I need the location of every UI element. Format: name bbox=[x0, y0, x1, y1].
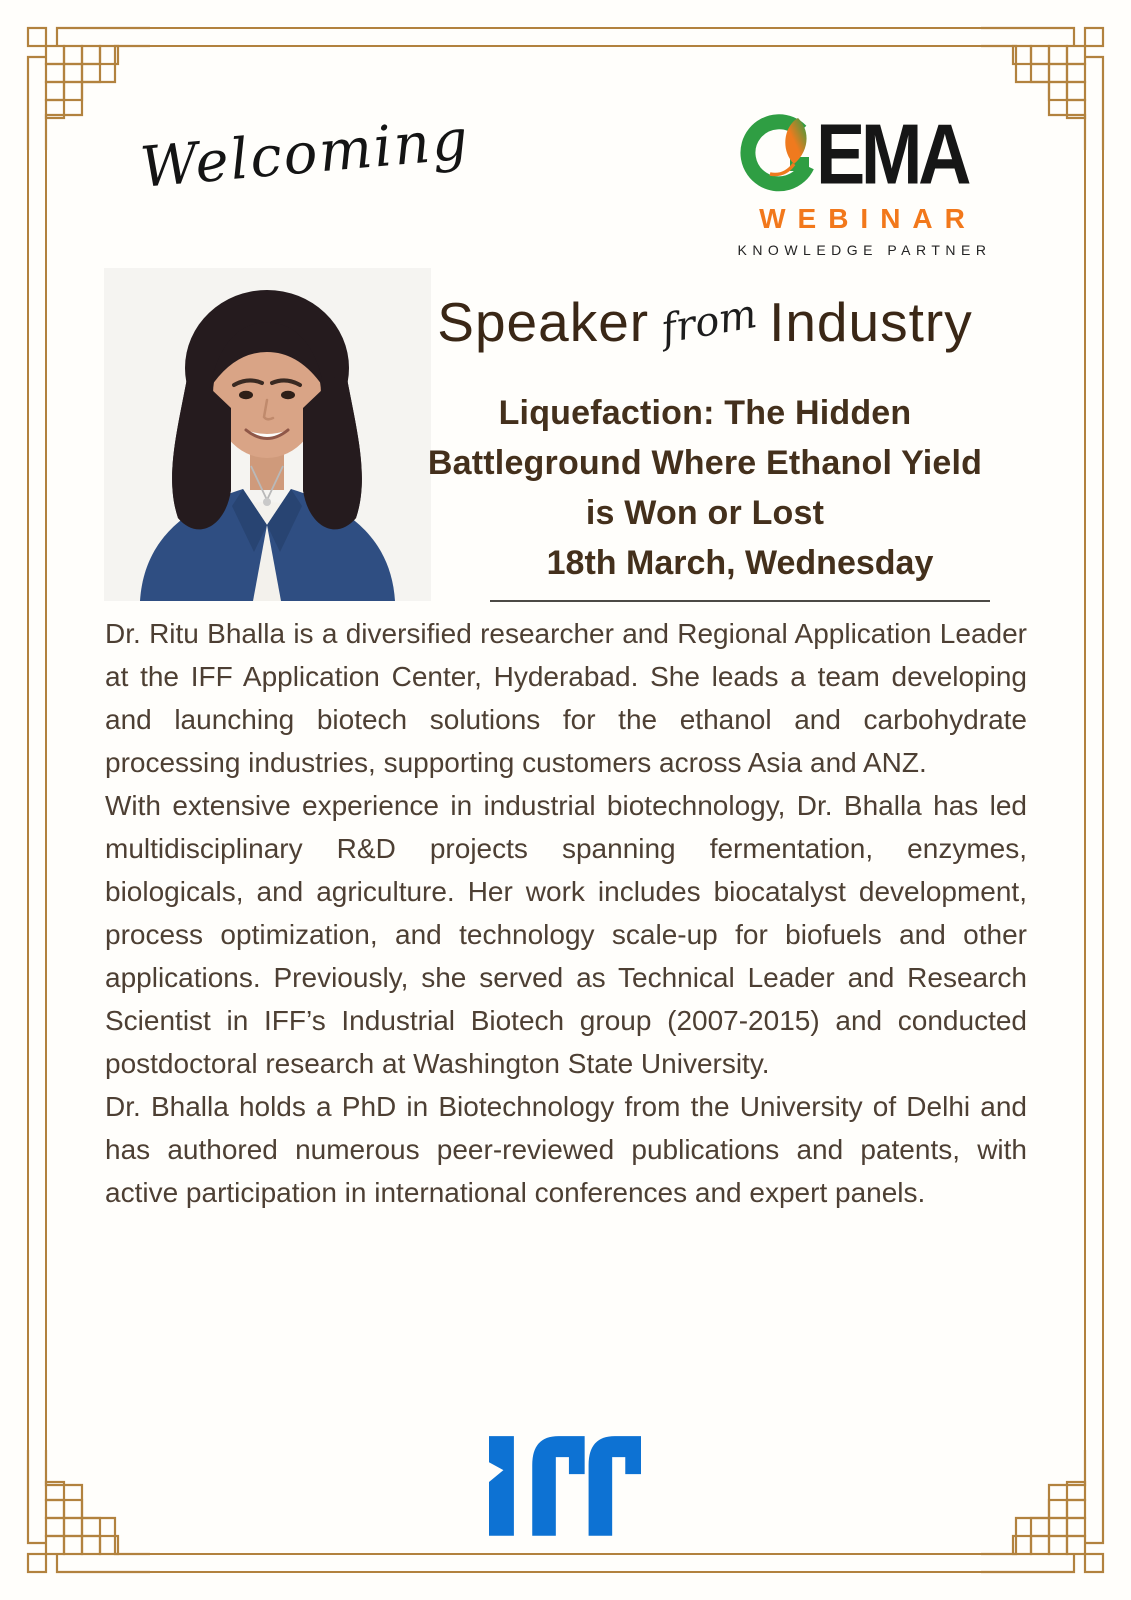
frame-inner-bottom bbox=[148, 1553, 983, 1555]
gema-wordmark bbox=[724, 106, 1000, 202]
frame-outer-bottom bbox=[148, 1571, 983, 1573]
iff-logo-icon bbox=[489, 1424, 641, 1536]
corner-ornament-bottom-right bbox=[981, 1450, 1131, 1600]
title-block bbox=[415, 388, 995, 602]
bio-paragraph: Dr. Ritu Bhalla is a diversified researcher and Regional Application Leader at the IFF Application Center, Hyderabad. She leads a team developing and launching biotech solutions for the ethanol and carbohydrate processing industries, supporting customers across Asia and ANZ. bbox=[105, 618, 1027, 778]
frame-inner-top bbox=[148, 45, 983, 47]
gema-ema-text: EMA bbox=[816, 106, 968, 202]
bio-paragraph: Dr. Bhalla holds a PhD in Biotechnology from the University of Delhi and has authored numerous peer-reviewed publications and patents, with active participation in international conferences and expert panels. bbox=[105, 1091, 1027, 1208]
corner-ornament-bottom-left bbox=[0, 1450, 150, 1600]
webinar-date: 18th March, Wednesday bbox=[490, 538, 990, 602]
corner-ornament-top-left bbox=[0, 0, 150, 150]
frame-inner-right bbox=[1084, 148, 1086, 1452]
frame-outer-right bbox=[1102, 148, 1104, 1452]
speaker-heading bbox=[415, 292, 995, 353]
frame-inner-left bbox=[45, 148, 47, 1452]
gema-webinar-logo bbox=[724, 106, 1000, 258]
gema-webinar-text: WEBINAR bbox=[759, 203, 977, 234]
corner-ornament-top-right bbox=[981, 0, 1131, 150]
frame-outer-top bbox=[148, 27, 983, 29]
heading-from-script: from bbox=[657, 290, 761, 353]
frame-outer-left bbox=[27, 148, 29, 1452]
speaker-bio bbox=[105, 612, 1027, 1214]
gema-g-leaf-icon bbox=[736, 110, 824, 198]
welcoming-script: Welcoming bbox=[137, 107, 473, 201]
heading-industry: Industry bbox=[769, 291, 973, 353]
speaker-photo bbox=[104, 268, 431, 601]
bio-paragraph: With extensive experience in industrial biotechnology, Dr. Bhalla has led multidisciplinary R&D projects spanning fermentation, enzymes, biologicals, and agriculture. Her work includes biocatalyst development, process optimization, and technology scale-up for biofuels and other applications. Previously, she served as Technical Leader and Research Scientist in IFF’s Industrial Biotech group (2007-2015) and conducted postdoctoral research at Washington State University. bbox=[105, 790, 1027, 1079]
gema-knowledge-partner-text: KNOWLEDGE PARTNER bbox=[737, 241, 992, 258]
webinar-title: Liquefaction: The Hidden Battleground Where Ethanol Yield is Won or Lost bbox=[427, 394, 983, 532]
heading-speaker: Speaker bbox=[437, 291, 650, 353]
